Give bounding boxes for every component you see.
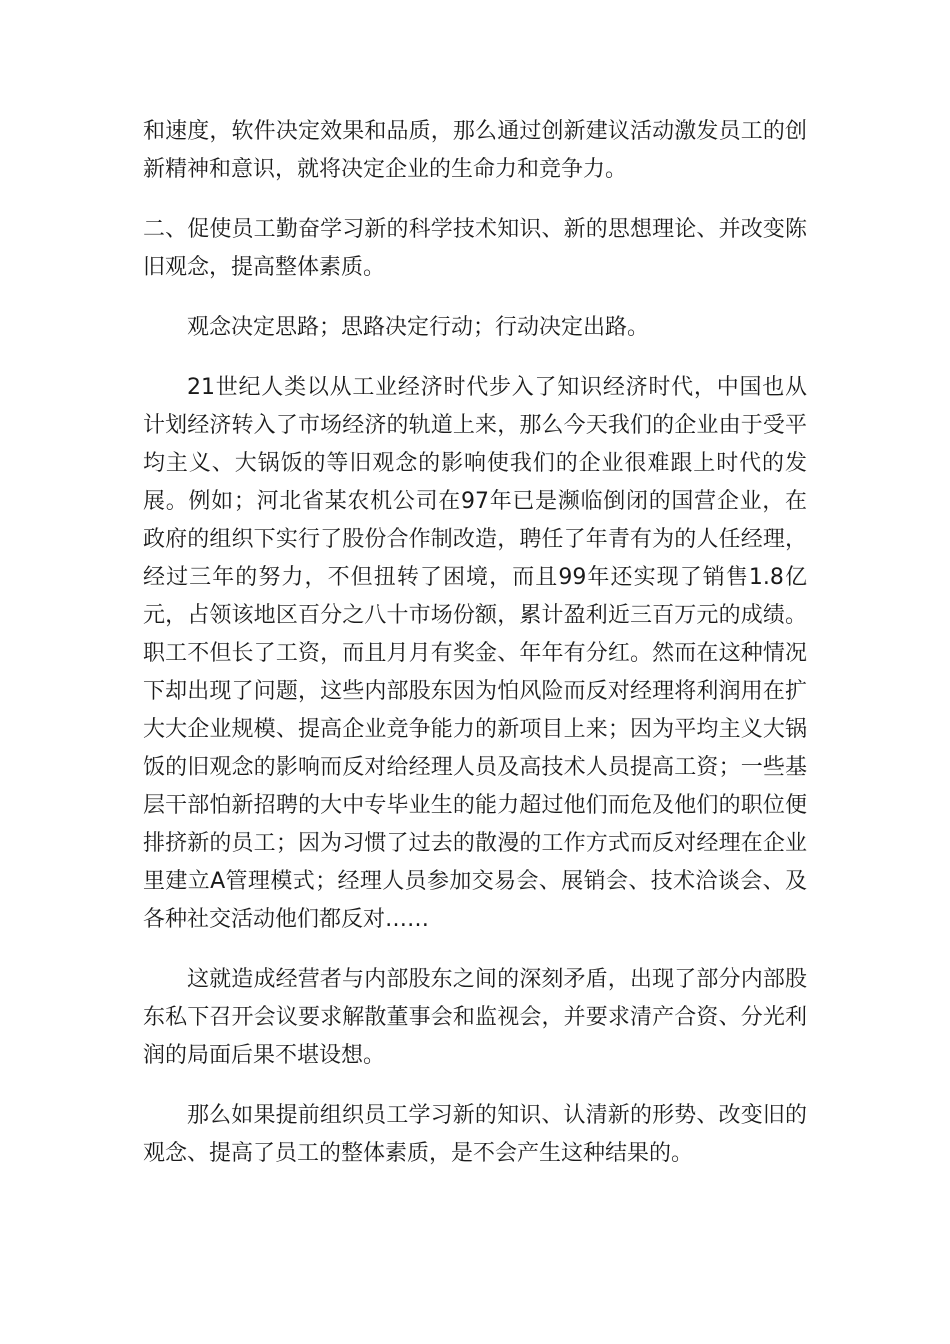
paragraph-1: 和速度，软件决定效果和品质，那么通过创新建议活动激发员工的创新精神和意识，就将决定企业的生命力和竞争力。 — [143, 119, 807, 182]
document-body — [143, 113, 807, 1195]
paragraph-4: 21世纪人类以从工业经济时代步入了知识经济时代，中国也从计划经济转入了市场经济的轨道上来，那么今天我们的企业由于受平均主义、大锅饭的等旧观念的影响使我们的企业很难跟上时代的发展。例如；河北省某农机公司在97年已是濒临倒闭的国营企业，在政府的组织下实行了股份合作制改造，聘任了年青有为的人任经理，经过三年的努力，不但扭转了困境，而且99年还实现了销售1.8亿元，占领该地区百分之八十市场份额，累计盈利近三百万元的成绩。职工不但长了工资，而且月月有奖金、年年有分红。然而在这种情况下却出现了问题，这些内部股东因为怕风险而反对经理将利润用在扩大大企业规模、提高企业竞争能力的新项目上来；因为平均主义大锅饭的旧观念的影响而反对给经理人员及高技术人员提高工资；一些基层干部怕新招聘的大中专毕业生的能力超过他们而危及他们的职位便排挤新的员工；因为习惯了过去的散漫的工作方式而反对经理在企业里建立A管理模式；经理人员参加交易会、展销会、技术洽谈会、及各种社交活动他们都反对…… — [143, 375, 807, 932]
paragraph-6: 那么如果提前组织员工学习新的知识、认清新的形势、改变旧的观念、提高了员工的整体素质，是不会产生这种结果的。 — [143, 1103, 807, 1166]
paragraph-3: 观念决定思路；思路决定行动；行动决定出路。 — [187, 315, 650, 340]
paragraph-5: 这就造成经营者与内部股东之间的深刻矛盾，出现了部分内部股东私下召开会议要求解散董事会和监视会，并要求清产合资、分光利润的局面后果不堪设想。 — [143, 967, 807, 1068]
paragraph-2-heading: 二、促使员工勤奋学习新的科学技术知识、新的思想理论、并改变陈旧观念，提高整体素质。 — [143, 217, 807, 280]
